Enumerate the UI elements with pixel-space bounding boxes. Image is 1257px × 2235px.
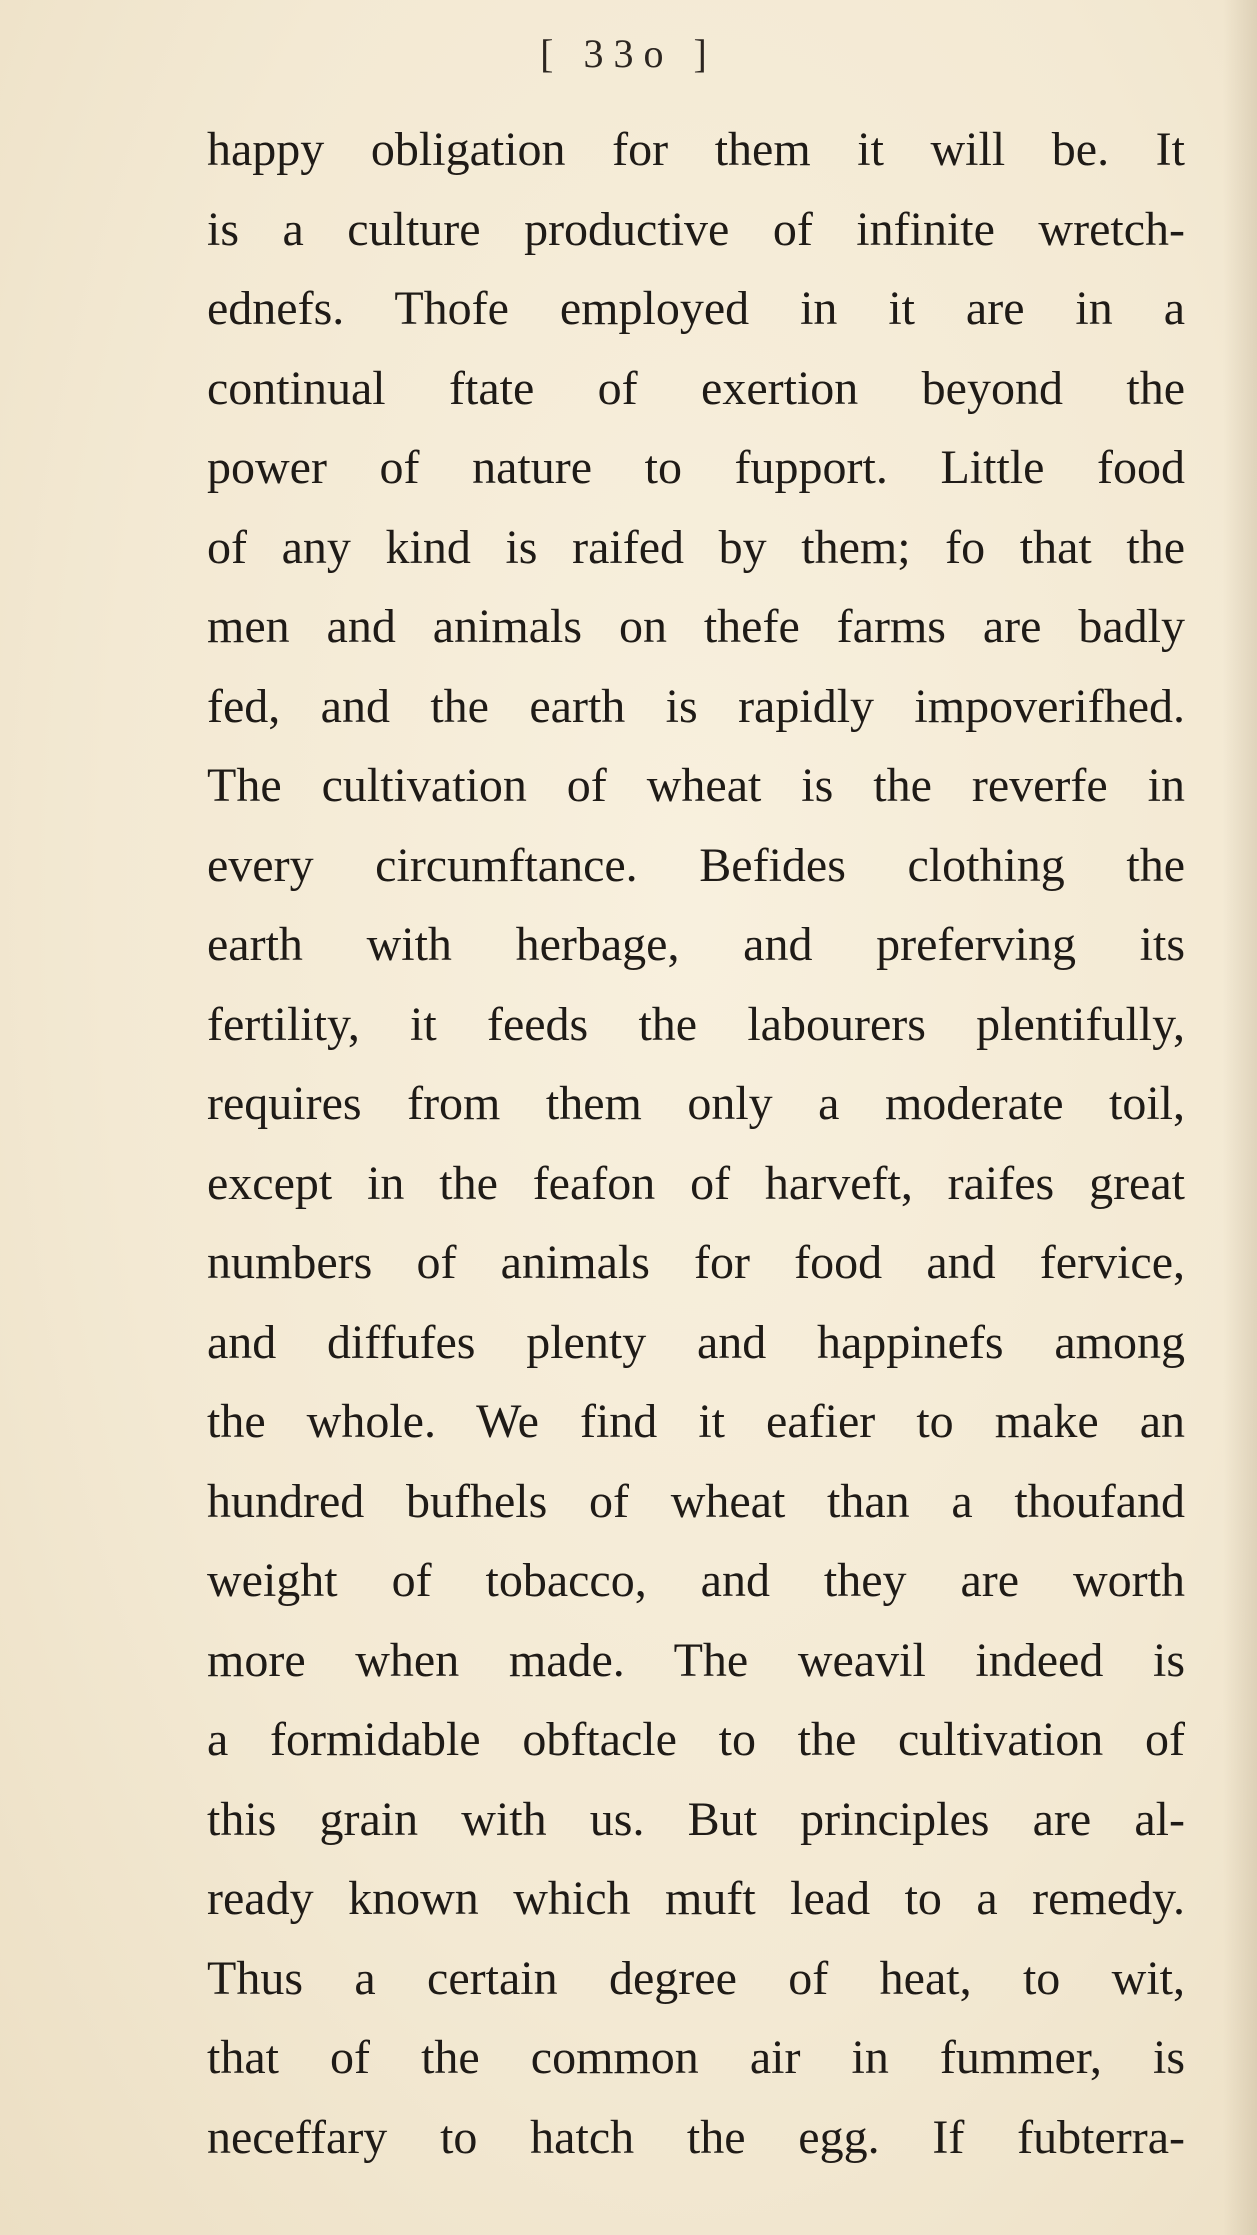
text-line: Thus a certain degree of heat, to wit,	[207, 1951, 1185, 2005]
text-line: happy obligation for them it will be. It	[207, 123, 1185, 176]
text-line: more when made. The weavil indeed is	[207, 1633, 1185, 1687]
text-line: except in the feafon of harveft, raifes great	[207, 1156, 1185, 1210]
text-line: continual ftate of exertion beyond the	[207, 361, 1185, 415]
text-line: neceffary to hatch the egg. If fubterra-	[207, 2110, 1185, 2164]
text-line: the whole. We find it eafier to make an	[207, 1395, 1185, 1448]
text-line: earth with herbage, and preferving its	[207, 918, 1185, 971]
page-edge-shadow	[1223, 0, 1257, 2235]
text-line: numbers of animals for food and fervice,	[207, 1236, 1185, 1289]
text-line: men and animals on thefe farms are badly	[207, 600, 1185, 653]
page-number: [ 33o ]	[540, 31, 717, 76]
text-line: this grain with us. But principles are al-	[207, 1792, 1185, 1846]
text-line: of any kind is raifed by them; fo that the	[207, 520, 1185, 574]
text-line: every circumftance. Befides clothing the	[207, 838, 1185, 892]
text-line: requires from them only a moderate toil,	[207, 1077, 1185, 1130]
body-text	[207, 110, 1185, 2177]
text-line: fed, and the earth is rapidly impoverifhed.	[207, 679, 1185, 733]
text-line: ready known which muft lead to a remedy.	[207, 1872, 1185, 1925]
text-line: power of nature to fupport. Little food	[207, 441, 1185, 494]
text-line: is a culture productive of infinite wretch-	[207, 202, 1185, 256]
text-line: The cultivation of wheat is the reverfe in	[207, 759, 1185, 812]
text-line: ednefs. Thofe employed in it are in a	[207, 282, 1185, 335]
text-line: weight of tobacco, and they are worth	[207, 1554, 1185, 1607]
text-line: that of the common air in fummer, is	[207, 2031, 1185, 2084]
text-line: and diffufes plenty and happinefs among	[207, 1315, 1185, 1369]
text-line: a formidable obftacle to the cultivation of	[207, 1713, 1185, 1766]
text-line: fertility, it feeds the labourers plentifully,	[207, 997, 1185, 1051]
text-line: hundred bufhels of wheat than a thoufand	[207, 1474, 1185, 1528]
